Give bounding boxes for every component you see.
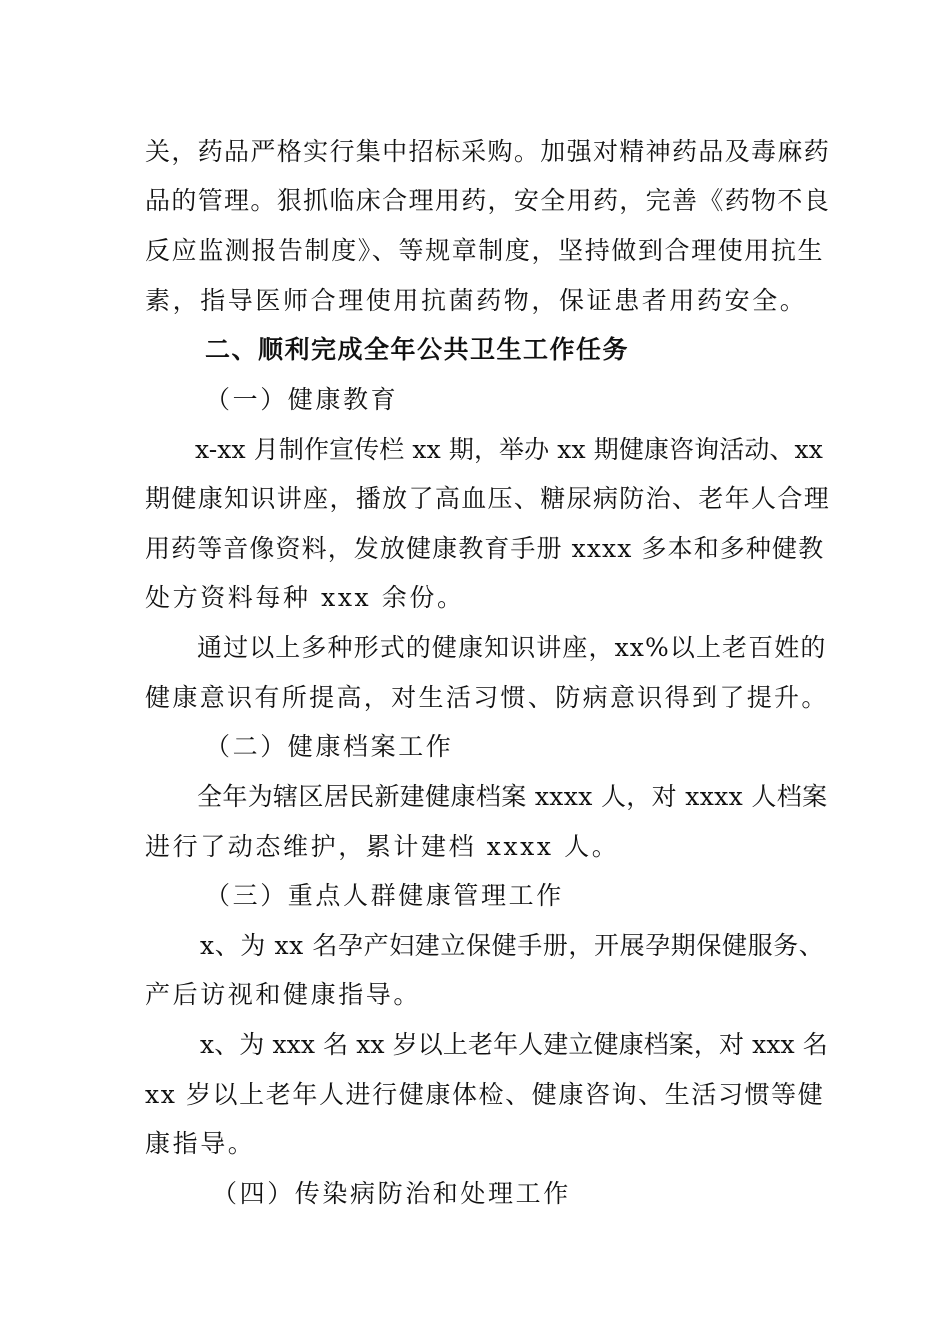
paragraph-line: x-xx 月制作宣传栏 xx 期，举办 xx 期健康咨询活动、xx <box>195 435 823 464</box>
paragraph-line: 进行了动态维护，累计建档 xxxx 人。 <box>145 832 620 861</box>
paragraph-line: 素，指导医师合理使用抗菌药物，保证患者用药安全。 <box>145 286 808 315</box>
subsection-heading: （四）传染病防治和处理工作 <box>212 1179 571 1208</box>
paragraph-line: 用药等音像资料，发放健康教育手册 xxxx 多本和多种健教 <box>145 534 825 563</box>
paragraph-line: 通过以上多种形式的健康知识讲座，xx%以上老百姓的 <box>197 633 827 662</box>
section-heading: 二、顺利完成全年公共卫生工作任务 <box>205 335 630 364</box>
subsection-heading: （三）重点人群健康管理工作 <box>205 881 564 910</box>
paragraph-line: xx 岁以上老年人进行健康体检、健康咨询、生活习惯等健 <box>145 1080 825 1109</box>
paragraph-line: 反应监测报告制度》、等规章制度，坚持做到合理使用抗生 <box>145 236 825 265</box>
paragraph-line: 健康意识有所提高，对生活习惯、防病意识得到了提升。 <box>145 683 829 712</box>
paragraph-line: 康指导。 <box>145 1129 256 1158</box>
subsection-heading: （二）健康档案工作 <box>205 732 454 761</box>
paragraph-line: 产后访视和健康指导。 <box>145 980 422 1009</box>
paragraph-line: 全年为辖区居民新建健康档案 xxxx 人，对 xxxx 人档案 <box>197 782 828 811</box>
subsection-heading: （一）健康教育 <box>205 385 399 414</box>
paragraph-line: 品的管理。狠抓临床合理用药，安全用药，完善《药物不良 <box>145 186 831 215</box>
paragraph-line: x、为 xx 名孕产妇建立保健手册，开展孕期保健服务、 <box>200 931 825 960</box>
paragraph-line: x、为 xxx 名 xx 岁以上老年人建立健康档案，对 xxx 名 <box>200 1030 828 1059</box>
paragraph-line: 期健康知识讲座，播放了高血压、糖尿病防治、老年人合理 <box>145 484 831 513</box>
paragraph-line: 处方资料每种 xxx 余份。 <box>145 583 465 612</box>
paragraph-line: 关，药品严格实行集中招标采购。加强对精神药品及毒麻药 <box>145 137 831 166</box>
